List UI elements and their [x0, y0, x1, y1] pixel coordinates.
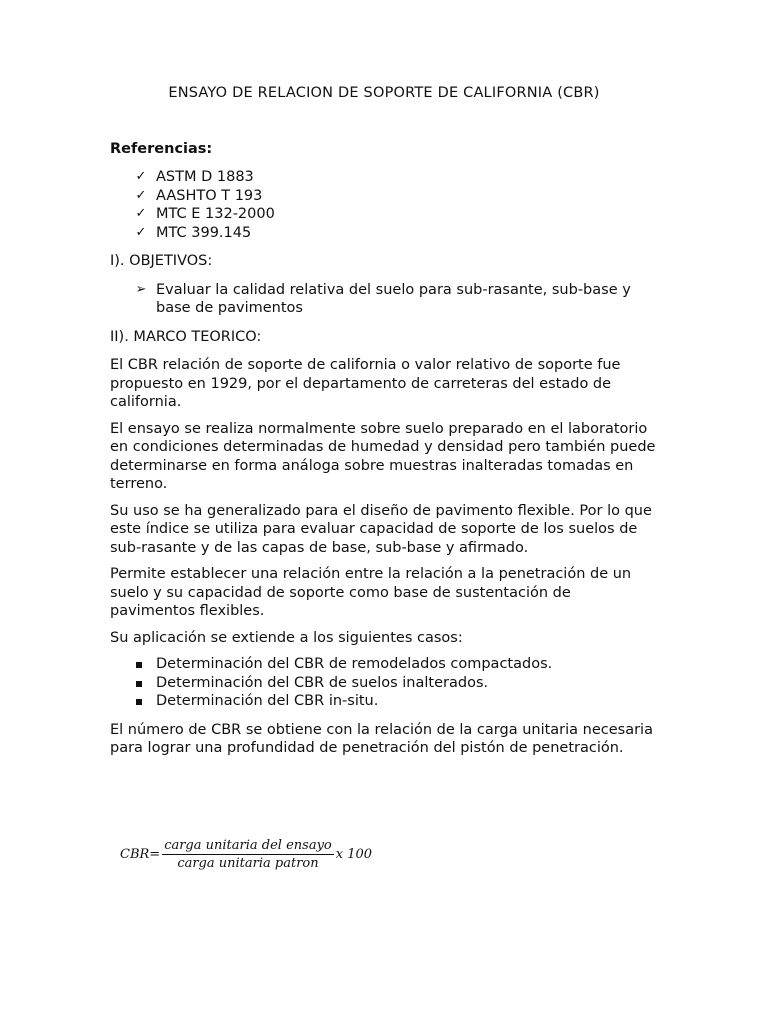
objectives-heading: I). OBJETIVOS:	[110, 253, 213, 269]
formula-fraction	[162, 838, 334, 871]
cases-list	[110, 655, 658, 711]
document-body	[110, 140, 658, 766]
cbr-formula	[120, 838, 372, 871]
case-item	[110, 655, 658, 674]
case-item	[110, 692, 658, 711]
reference-item	[110, 205, 658, 224]
checkmark-icon: ✓	[135, 224, 147, 240]
square-bullet-icon	[136, 681, 142, 687]
checkmark-icon: ✓	[135, 169, 147, 184]
reference-text: AASHTO T 193	[156, 187, 263, 204]
reference-item	[110, 168, 658, 187]
reference-text: ASTM D 1883	[156, 169, 254, 185]
reference-text: MTC E 132-2000	[156, 206, 275, 222]
paragraph: El ensayo se realiza normalmente sobre suelo preparado en el laboratorio en condiciones determinadas de humedad y densidad pero también puede determinarse en forma análoga sobre muestras inalteradas tomadas en terreno.	[110, 420, 656, 492]
reference-item	[110, 187, 658, 206]
objectives-list	[110, 281, 658, 318]
paragraph: Permite establecer una relación entre la relación a la penetración de un suelo y su capacidad de soporte como base de sustentación de pavimentos flexibles.	[110, 566, 632, 619]
checkmark-icon: ✓	[135, 206, 147, 221]
objective-text: Evaluar la calidad relativa del suelo para sub-rasante, sub-base y base de pavimentos	[156, 281, 631, 316]
formula-lhs: CBR=	[120, 847, 161, 862]
objective-item	[110, 281, 658, 318]
paragraph: Su uso se ha generalizado para el diseño de pavimento flexible. Por lo que este índice se utiliza para evaluar capacidad de soporte de los suelos de sub-rasante y de las capas de base, sub-base y afirmado.	[110, 502, 652, 556]
theory-heading: II). MARCO TEORICO:	[110, 328, 262, 345]
square-bullet-icon	[136, 662, 142, 668]
case-text: Determinación del CBR de remodelados compactados.	[156, 656, 553, 672]
case-text: Determinación del CBR de suelos inalterados.	[156, 674, 489, 691]
reference-text: MTC 399.145	[156, 224, 252, 241]
case-text: Determinación del CBR in-situ.	[156, 693, 379, 709]
case-item	[110, 674, 658, 693]
reference-item	[110, 224, 658, 243]
paragraph: Su aplicación se extiende a los siguientes casos:	[110, 629, 463, 646]
document-title: ENSAYO DE RELACION DE SOPORTE DE CALIFORNIA (CBR)	[168, 85, 600, 101]
checkmark-icon: ✓	[135, 187, 147, 203]
formula-denominator: carga unitaria patron	[177, 856, 319, 871]
formula-multiplier: x 100	[335, 847, 373, 862]
paragraph: El CBR relación de soporte de california o valor relativo de soporte fue propuesto en 1929, por el departamento de carreteras del estado de california.	[110, 357, 621, 410]
formula-numerator: carga unitaria del ensayo	[164, 838, 332, 853]
closing-paragraph: El número de CBR se obtiene con la relación de la carga unitaria necesaria para lograr una profundidad de penetración del pistón de penetración.	[110, 721, 653, 756]
arrow-right-icon: ➢	[135, 281, 147, 297]
references-heading: Referencias:	[110, 141, 213, 157]
references-list	[110, 168, 658, 242]
square-bullet-icon	[136, 699, 142, 705]
